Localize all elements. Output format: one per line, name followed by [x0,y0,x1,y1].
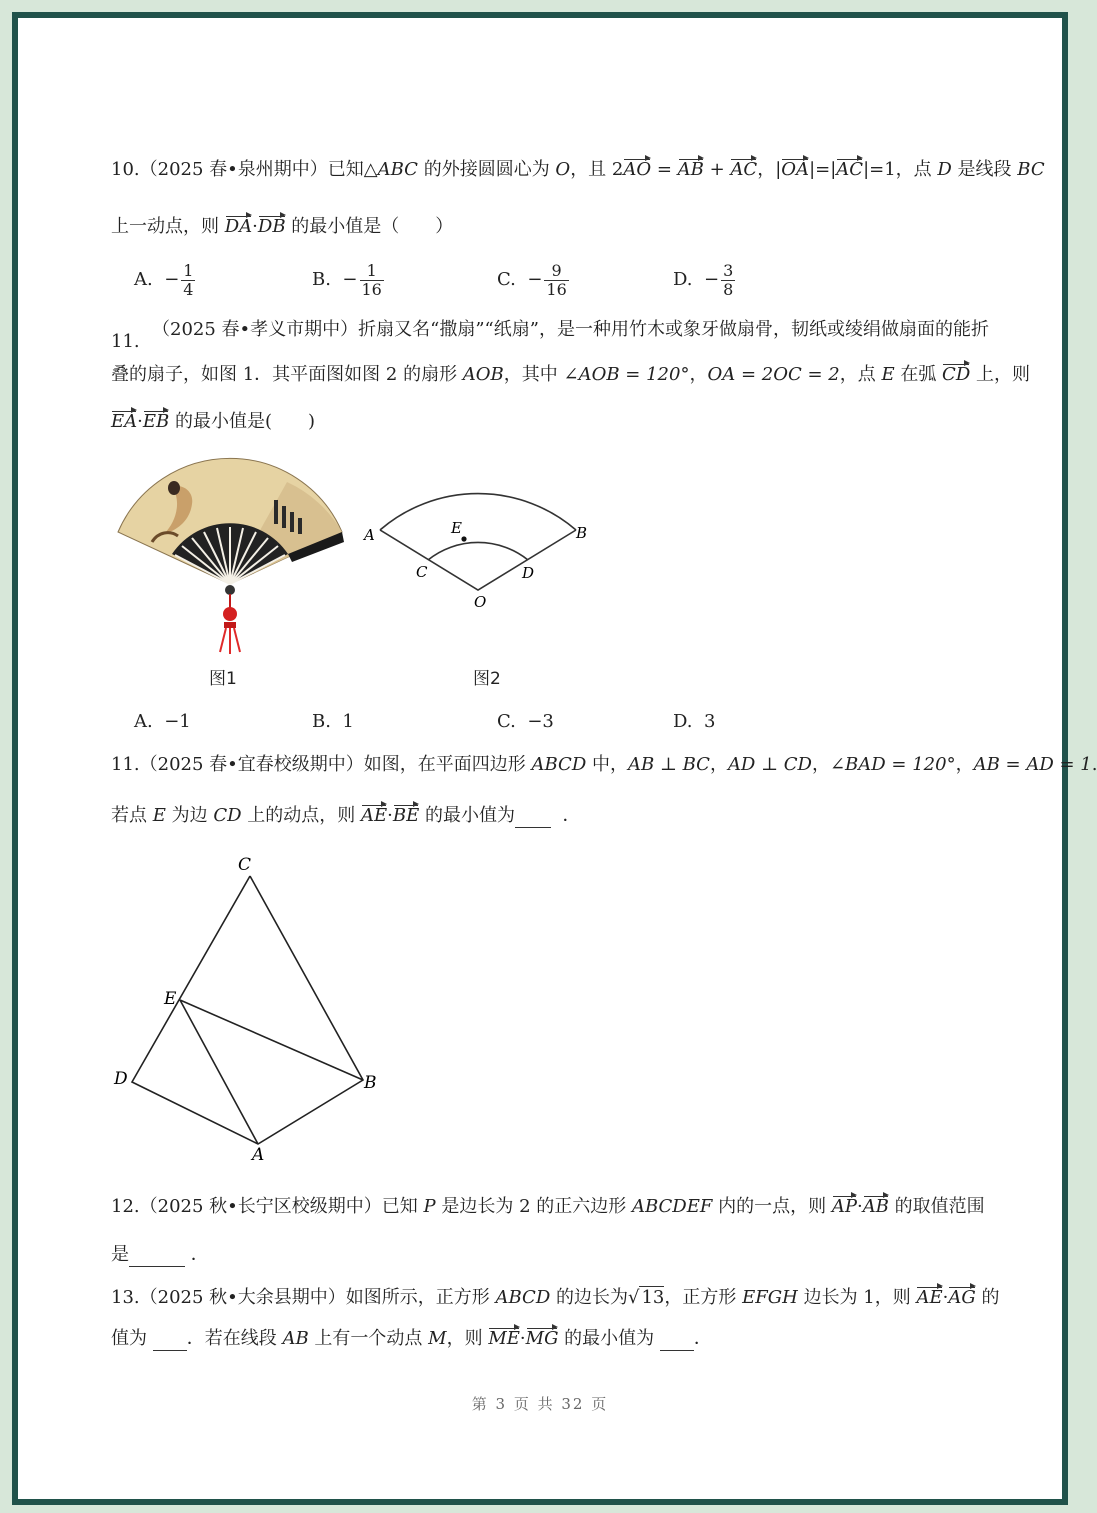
vector-db: DB [257,216,286,237]
q10-option-d[interactable]: D. − $\frac{3}{8}$ [673,260,734,299]
label-c: C [416,563,428,581]
page-footer: 第 3 页 共 32 页 [471,1395,609,1413]
q11b-line2: 若点 E 为边 CD 上的动点，则 AE·BE 的最小值为 ． [111,805,581,826]
vector-me: ME [488,1328,520,1349]
vector-da: DA [224,216,253,237]
label-e: E [164,989,177,1009]
label-a: A [252,1145,265,1165]
q13-line2: 值为 ．若在线段 AB 上有一个动点 M，则 ME·MG 的最小值为 ． [111,1328,712,1349]
label-d: D [114,1069,128,1089]
q12-line2: 是 ． [111,1244,209,1265]
q13-line1: 13.（2025 秋•大余县期中）如图所示，正方形 ABCD 的边长为√ 13，正方形 EFGH 边长为 1，则 AE·AG 的 [111,1287,1000,1308]
answer-blank[interactable] [129,1266,185,1267]
q11a-line1: （2025 春•孝义市期中）折扇又名“撒扇”“纸扇”，是一种用竹木或象牙做扇骨，韧纸或绫绢做扇面的能折 [152,319,989,340]
q10-option-c[interactable]: C. − $\frac{9}{16}$ [497,260,567,299]
vector-ap: AP [831,1196,857,1217]
vector-ea: EA [111,411,138,432]
fig2-caption: 图2 [473,669,501,689]
q10-line2: 上一动点，则 DA·DB 的最小值是（ ） [111,216,454,237]
sector-diagram [360,462,600,622]
vector-eb: EB [142,411,170,432]
vector-ac-2: AC [836,159,864,180]
q11a-number: 11. [111,331,140,352]
vector-ae: AE [361,805,388,826]
q11a-option-b[interactable]: B. 1 [312,711,354,732]
label-o: O [474,593,487,611]
q11a-line3: EA·EB 的最小值是( ) [111,411,316,432]
answer-blank-1[interactable] [153,1350,187,1351]
fan-picture [112,462,348,662]
q11a-line2: 叠的扇子，如图 1．其平面图如图 2 的扇形 AOB，其中 ∠AOB = 120°，OA = 2OC = 2，点 E 在弧 CD 上，则 [111,364,1030,385]
label-c: C [238,855,252,875]
label-d: D [522,564,535,582]
label-a: A [364,526,375,544]
answer-blank[interactable] [515,827,551,828]
vector-oa: OA [781,159,810,180]
label-b: B [364,1073,377,1093]
q10-line1: 10.（2025 春•泉州期中）已知△ABC 的外接圆圆心为 O，且 2AO = AB + AC，|OA|=|AC|=1，点 D 是线段 BC [111,159,1045,180]
vector-ag: AG [948,1287,976,1308]
q11a-option-a[interactable]: A. −1 [134,711,191,732]
q10-option-b[interactable]: B. − $\frac{1}{16}$ [312,260,382,299]
vector-be: BE [392,805,420,826]
q10-option-a[interactable]: A. − $\frac{1}{4}$ [134,260,194,299]
vector-ao: AO [623,159,652,180]
answer-blank-2[interactable] [660,1350,694,1351]
q11a-option-d[interactable]: D. 3 [673,711,716,732]
q12-line1: 12.（2025 秋•长宁区校级期中）已知 P 是边长为 2 的正六边形 ABCDEF 内的一点，则 AP·AB 的取值范围 [111,1196,985,1217]
vector-ae: AE [916,1287,943,1308]
fig1-caption: 图1 [209,669,237,689]
vector-mg: MG [525,1328,559,1349]
arc-cd: CD [942,364,971,385]
q11b-line1: 11.（2025 春•宜春校级期中）如图，在平面四边形 ABCD 中，AB ⊥ BC，AD ⊥ CD，∠BAD = 120°，AB = AD = 1. [111,754,1097,775]
label-e: E [451,519,462,537]
vector-ab: AB [677,159,704,180]
quadrilateral-diagram [108,850,398,1170]
q11a-option-c[interactable]: C. −3 [497,711,554,732]
vector-ab: AB [862,1196,889,1217]
label-b: B [576,524,588,542]
vector-ac: AC [730,159,758,180]
